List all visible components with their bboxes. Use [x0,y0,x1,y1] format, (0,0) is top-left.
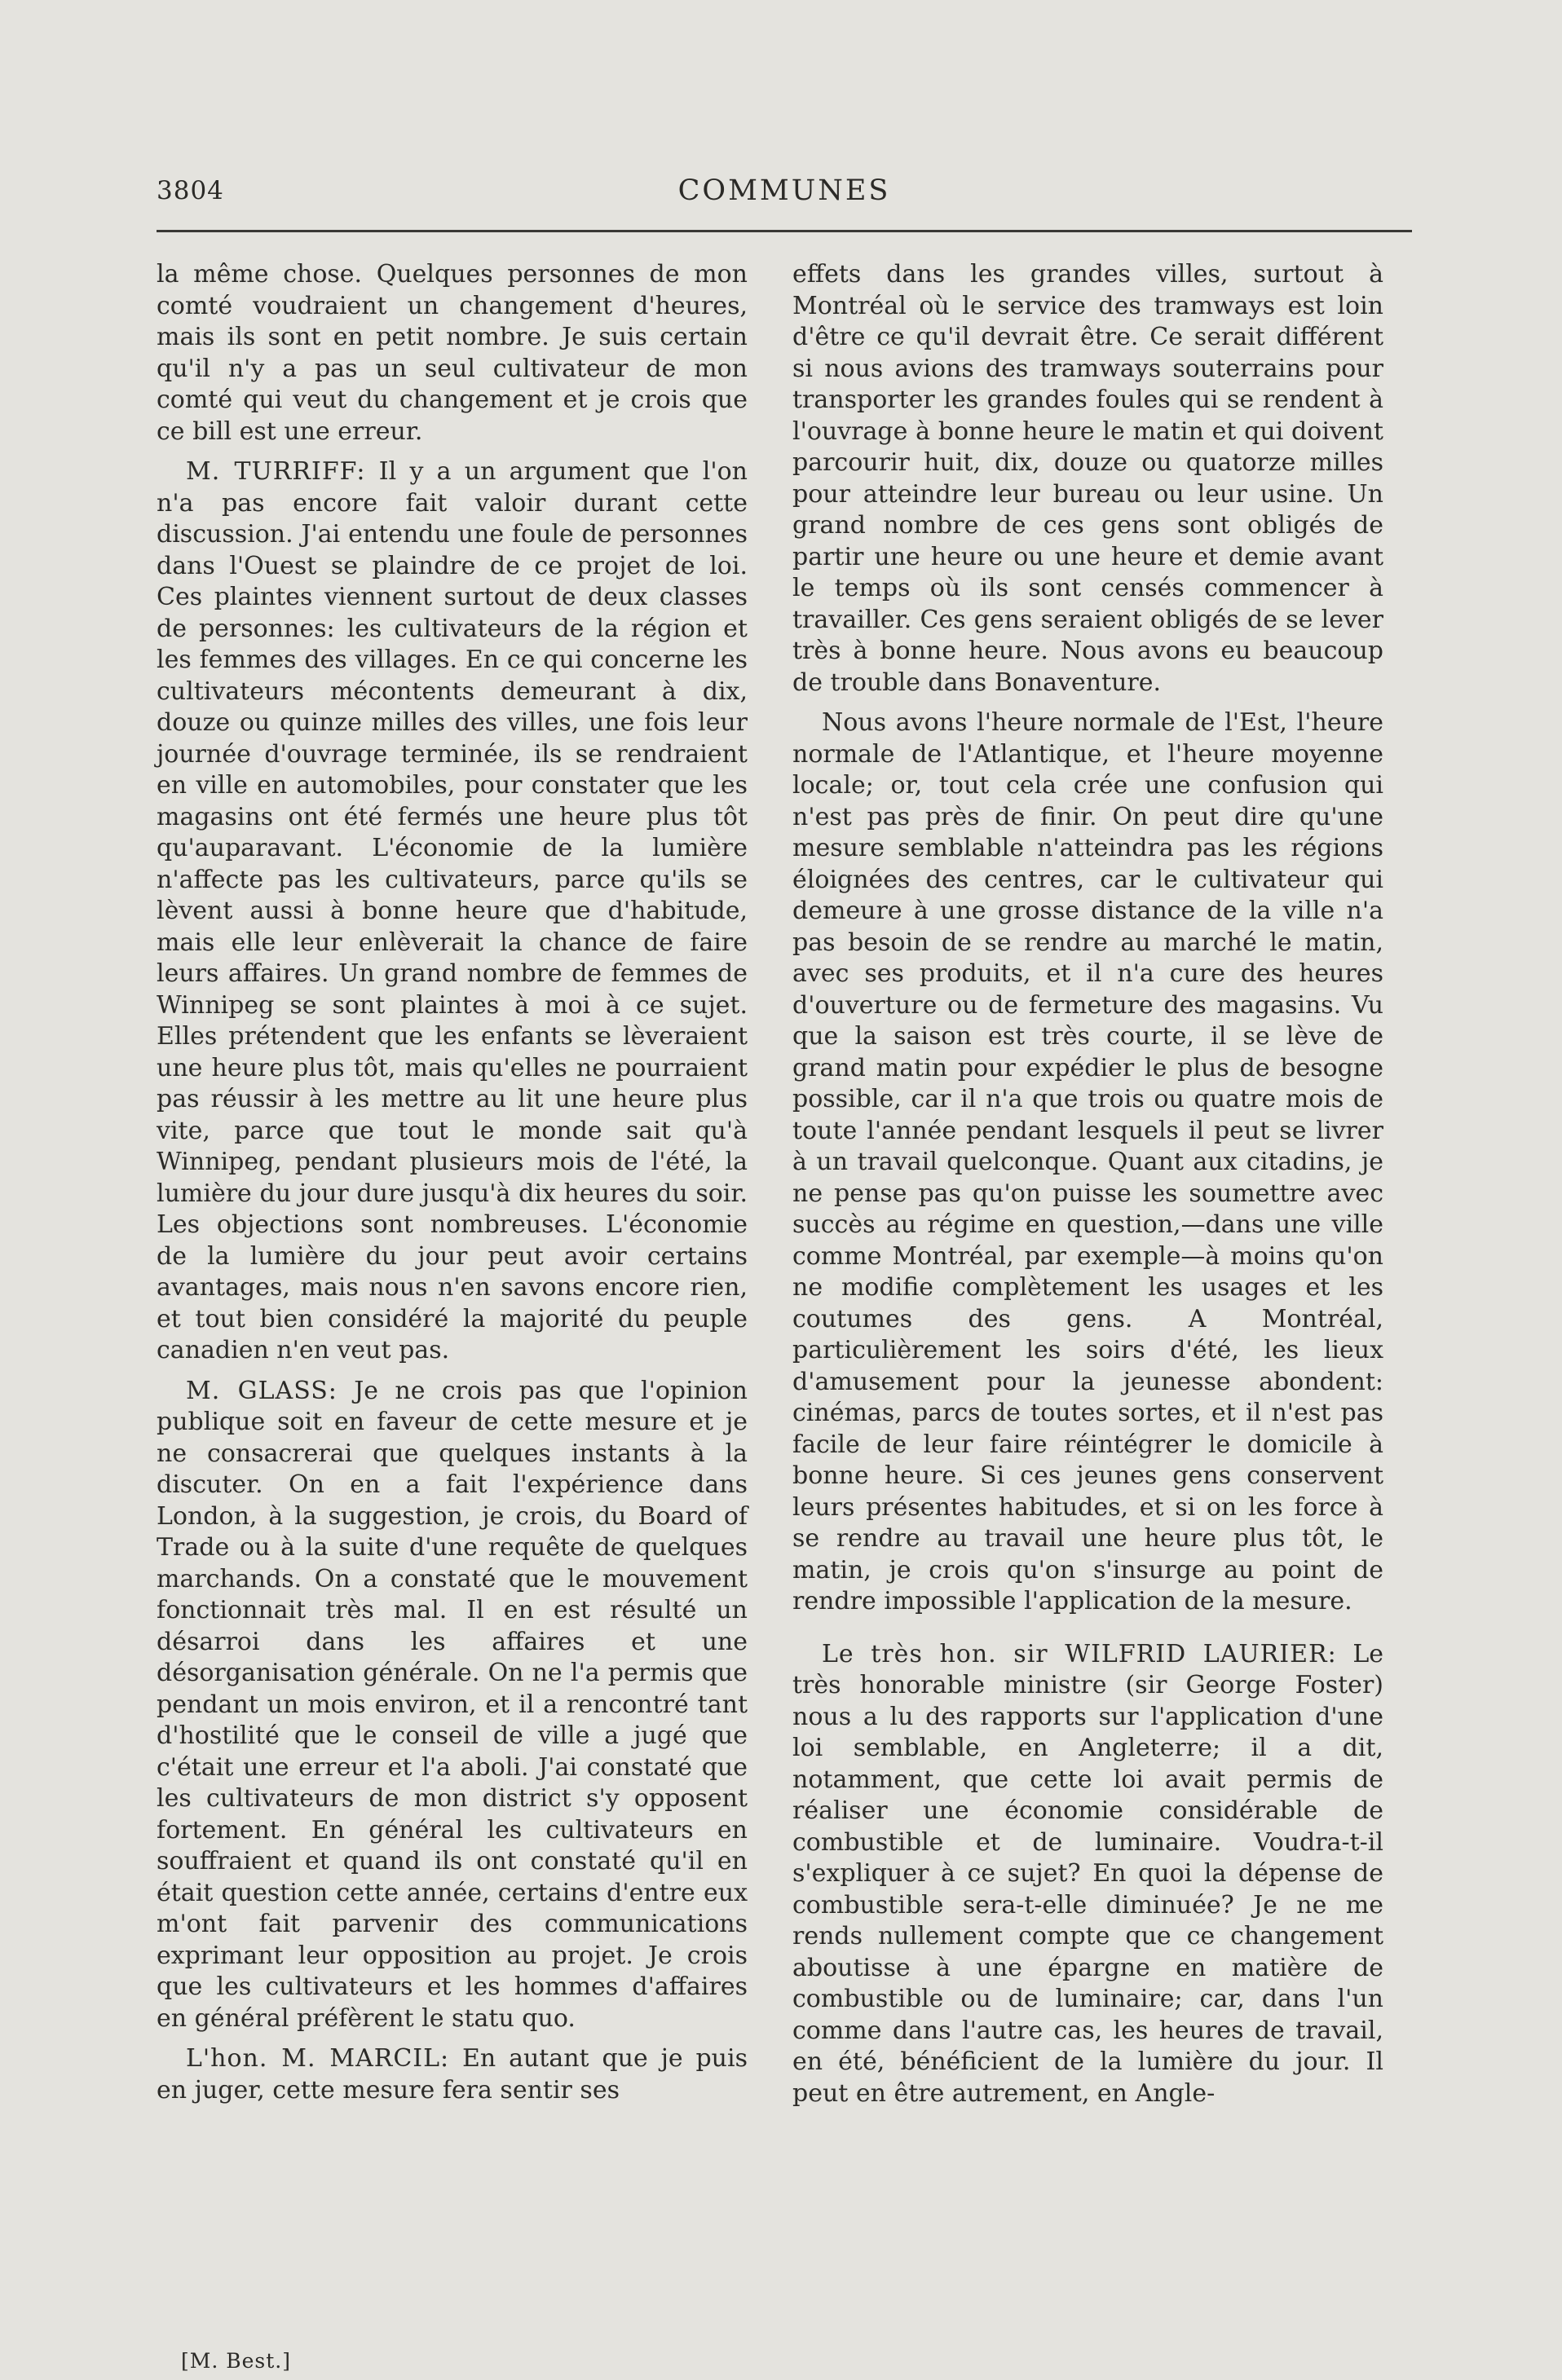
right-column [792,259,1383,2118]
paragraph [157,259,748,447]
paragraph [792,707,1383,1618]
paragraph-text: Je ne crois pas que l'opinion publique soit en faveur de cette mesure et je ne consacrerai que quelques instants à la discuter. On en a fait l'expérience dans London, à la suggestion, je crois, du Board of Trade ou à la suite d'une requête de quelques marchands. On a constaté que le mouvement fonctionnait très mal. Il en est résulté un désarroi dans les affaires et une désorganisation générale. On ne l'a permis que pendant un mois environ, et il a rencontré tant d'hostilité que le conseil de ville a jugé que c'était une erreur et l'a aboli. J'ai constaté que les cultivateurs de mon district s'y opposent fortement. En général les cultivateurs en souffraient et quand ils ont constaté qu'il en était question cette année, certains d'entre eux m'ont fait parvenir des communications exprimant leur opposition au projet. Je crois que les cultivateurs et les hommes d'affaires en général préfèrent le statu quo. [157,1376,748,2033]
header-rule [157,230,1412,232]
paragraph-text: Le très honorable ministre (sir George Foster) nous a lu des rapports sur l'application d'une loi semblable, en Angleterre; il a dit, notamment, que cette loi avait permis de réaliser une économie considérable de combustible et de luminaire. Voudra-t-il s'expliquer à ce sujet? En quoi la dépense de combustible sera-t-elle diminuée? Je ne me rends nullement compte que ce changement aboutisse à une épargne en matière de combustible ou de luminaire; car, dans l'un comme dans l'autre cas, les heures de travail, en été, bénéficient de la lumière du jour. Il peut en être autrement, en Angle- [792,1639,1383,2108]
paragraph [792,1639,1383,2110]
paragraph [157,1376,748,2035]
speaker-name: Le très hon. sir WILFRID LAURIER: [822,1639,1337,1668]
page-header [157,171,1412,220]
speaker-name: L'hon. M. MARCIL: [186,2044,450,2073]
speaker-name: M. TURRIFF: [186,457,366,486]
paragraph-text: effets dans les grandes villes, surtout à Montréal où le service des tramways est loin d'être ce qu'il devrait être. Ce serait différent si nous avions des tramways souterrains pour transporter les grandes foules qui se rendent à l'ouvrage à bonne heure le matin et qui doivent parcourir huit, dix, douze ou quatorze milles pour atteindre leur bureau ou leur usine. Un grand nombre de ces gens sont obligés de partir une heure ou une heure et demie avant le temps où ils sont censés commencer à travailler. Ces gens seraient obligés de se lever très à bonne heure. Nous avons eu beaucoup de trouble dans Bonaventure. [792,260,1383,697]
paragraph-text: la même chose. Quelques personnes de mon comté voudraient un changement d'heures, mais ils sont en petit nombre. Je suis certain qu'il n'y a pas un seul cultivateur de mon comté qui veut du changement et je crois que ce bill est une erreur. [157,260,748,446]
left-column [157,259,748,2115]
paragraph [792,259,1383,699]
footer-note: [M. Best.] [181,2349,291,2373]
paragraph-text: En autant que je puis en juger, cette mesure fera sentir ses [157,2044,748,2105]
paragraph [157,456,748,1367]
paragraph [157,2043,748,2106]
speaker-name: M. GLASS: [186,1376,338,1405]
paragraph-text: Nous avons l'heure normale de l'Est, l'heure normale de l'Atlantique, et l'heure moyenne locale; or, tout cela crée une confusion qui n'est pas près de finir. On peut dire qu'une mesure semblable n'atteindra pas les régions éloignées des centres, car le cultivateur qui demeure à une grosse distance de la ville n'a pas besoin de se rendre au marché le matin, avec ses produits, et il n'a cure des heures d'ouverture ou de fermeture des magasins. Vu que la saison est très courte, il se lève de grand matin pour expédier le plus de besogne possible, car il n'a que trois ou quatre mois de toute l'année pendant lesquels il peut se livrer à un travail quelconque. Quant aux citadins, je ne pense pas qu'on puisse les soumettre avec succès au régime en question,—dans une ville comme Montréal, par exemple—à moins qu'on ne modifie complètement les usages et les coutumes des gens. A Montréal, particulièrement les soirs d'été, les lieux d'amusement pour la jeunesse abondent: cinémas, parcs de toutes sortes, et il n'est pas facile de leur faire réintégrer le domicile à bonne heure. Si ces jeunes gens conservent leurs présentes habitudes, et si on les force à se rendre au travail une heure plus tôt, le matin, je crois qu'on s'insurge au point de rendre impossible l'application de la mesure. [792,708,1383,1615]
running-title: COMMUNES [677,174,891,207]
page-number: 3804 [157,176,224,205]
paragraph-text: Il y a un argument que l'on n'a pas encore fait valoir durant cette discussion. J'ai entendu une foule de personnes dans l'Ouest se plaindre de ce projet de loi. Ces plaintes viennent surtout de deux classes de personnes: les cultivateurs de la région et les femmes des villages. En ce qui concerne les cultivateurs mécontents demeurant à dix, douze ou quinze milles des villes, une fois leur journée d'ouvrage terminée, ils se rendraient en ville en automobiles, pour constater que les magasins ont été fermés une heure plus tôt qu'auparavant. L'économie de la lumière n'affecte pas les cultivateurs, parce qu'ils se lèvent aussi à bonne heure que d'habitude, mais elle leur enlèverait la chance de faire leurs affaires. Un grand nombre de femmes de Winnipeg se sont plaintes à moi à ce sujet. Elles prétendent que les enfants se lèveraient une heure plus tôt, mais qu'elles ne pourraient pas réussir à les mettre au lit une heure plus vite, parce que tout le monde sait qu'à Winnipeg, pendant plusieurs mois de l'été, la lumière du jour dure jusqu'à dix heures du soir. Les objections sont nombreuses. L'économie de la lumière du jour peut avoir certains avantages, mais nous n'en savons encore rien, et tout bien considéré la majorité du peuple canadien n'en veut pas. [157,457,748,1364]
